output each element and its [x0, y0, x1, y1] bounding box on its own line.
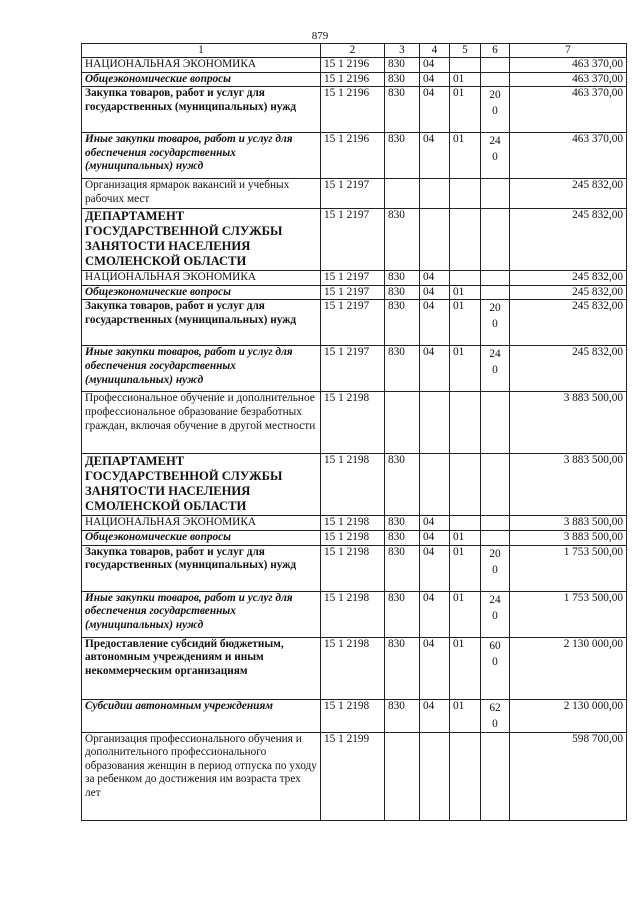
expense-type-code	[481, 271, 510, 286]
subsection-code: 01	[450, 591, 481, 637]
table-row	[82, 591, 627, 637]
target-code: 15 1 2196	[321, 58, 385, 73]
section-code: 04	[420, 58, 450, 73]
amount: 463 370,00	[510, 133, 627, 179]
department-code: 830	[385, 516, 420, 531]
column-number: 3	[385, 44, 420, 58]
amount: 245 832,00	[510, 209, 627, 271]
section-code: 04	[420, 516, 450, 531]
section-code: 04	[420, 87, 450, 133]
row-name: Иные закупки товаров, работ и услуг для обеспечения государственных (муниципальных) нужд	[82, 346, 321, 392]
table-row	[82, 58, 627, 73]
row-name: Иные закупки товаров, работ и услуг для обеспечения государственных (муниципальных) нужд	[82, 591, 321, 637]
department-code	[385, 732, 420, 820]
row-name: ДЕПАРТАМЕНТ ГОСУДАРСТВЕННОЙ СЛУЖБЫ ЗАНЯТОСТИ НАСЕЛЕНИЯ СМОЛЕНСКОЙ ОБЛАСТИ	[82, 454, 321, 516]
page-number: 879	[311, 30, 329, 42]
expense-type-code: 24 0	[481, 591, 510, 637]
target-code: 15 1 2196	[321, 72, 385, 87]
row-name: Субсидии автономным учреждениям	[82, 699, 321, 732]
department-code	[385, 392, 420, 454]
department-code: 830	[385, 346, 420, 392]
section-code: 04	[420, 300, 450, 346]
expense-type-code: 20 0	[481, 87, 510, 133]
department-code: 830	[385, 637, 420, 699]
column-number: 7	[510, 44, 627, 58]
department-code	[385, 179, 420, 209]
column-number: 5	[450, 44, 481, 58]
budget-table	[81, 43, 627, 821]
target-code: 15 1 2197	[321, 209, 385, 271]
row-name: НАЦИОНАЛЬНАЯ ЭКОНОМИКА	[82, 271, 321, 286]
expense-type-code	[481, 179, 510, 209]
subsection-code: 01	[450, 637, 481, 699]
department-code: 830	[385, 545, 420, 591]
amount: 2 130 000,00	[510, 637, 627, 699]
section-code: 04	[420, 545, 450, 591]
expense-type-code	[481, 209, 510, 271]
target-code: 15 1 2198	[321, 545, 385, 591]
table-row	[82, 392, 627, 454]
target-code: 15 1 2196	[321, 133, 385, 179]
table-row	[82, 346, 627, 392]
section-code	[420, 732, 450, 820]
row-name: Иные закупки товаров, работ и услуг для обеспечения государственных (муниципальных) нужд	[82, 133, 321, 179]
column-number-row	[82, 44, 627, 58]
subsection-code: 01	[450, 699, 481, 732]
table-row	[82, 516, 627, 531]
amount: 245 832,00	[510, 300, 627, 346]
target-code: 15 1 2196	[321, 87, 385, 133]
department-code: 830	[385, 87, 420, 133]
row-name: Профессиональное обучение и дополнительное профессиональное образование безработных граждан, включая обучение в другой местности	[82, 392, 321, 454]
department-code: 830	[385, 209, 420, 271]
row-name: НАЦИОНАЛЬНАЯ ЭКОНОМИКА	[82, 58, 321, 73]
section-code: 04	[420, 591, 450, 637]
section-code: 04	[420, 530, 450, 545]
section-code: 04	[420, 699, 450, 732]
department-code: 830	[385, 591, 420, 637]
section-code: 04	[420, 133, 450, 179]
subsection-code: 01	[450, 72, 481, 87]
expense-type-code	[481, 732, 510, 820]
section-code: 04	[420, 271, 450, 286]
expense-type-code	[481, 285, 510, 300]
section-code	[420, 454, 450, 516]
row-name: Закупка товаров, работ и услуг для государственных (муниципальных) нужд	[82, 87, 321, 133]
table-row	[82, 271, 627, 286]
amount: 463 370,00	[510, 72, 627, 87]
expense-type-code	[481, 72, 510, 87]
section-code: 04	[420, 637, 450, 699]
column-number: 4	[420, 44, 450, 58]
section-code: 04	[420, 285, 450, 300]
department-code: 830	[385, 530, 420, 545]
target-code: 15 1 2198	[321, 637, 385, 699]
row-name: Общеэкономические вопросы	[82, 285, 321, 300]
target-code: 15 1 2197	[321, 285, 385, 300]
subsection-code	[450, 732, 481, 820]
target-code: 15 1 2197	[321, 300, 385, 346]
table-row	[82, 87, 627, 133]
table-row	[82, 637, 627, 699]
subsection-code	[450, 454, 481, 516]
target-code: 15 1 2198	[321, 699, 385, 732]
amount: 2 130 000,00	[510, 699, 627, 732]
target-code: 15 1 2198	[321, 392, 385, 454]
subsection-code: 01	[450, 545, 481, 591]
department-code: 830	[385, 699, 420, 732]
subsection-code: 01	[450, 300, 481, 346]
department-code: 830	[385, 58, 420, 73]
subsection-code	[450, 271, 481, 286]
section-code: 04	[420, 346, 450, 392]
target-code: 15 1 2198	[321, 516, 385, 531]
department-code: 830	[385, 72, 420, 87]
table-row	[82, 530, 627, 545]
target-code: 15 1 2197	[321, 271, 385, 286]
amount: 3 883 500,00	[510, 392, 627, 454]
target-code: 15 1 2199	[321, 732, 385, 820]
table-body	[82, 58, 627, 821]
subsection-code: 01	[450, 87, 481, 133]
subsection-code	[450, 516, 481, 531]
target-code: 15 1 2197	[321, 179, 385, 209]
expense-type-code	[481, 58, 510, 73]
table-row	[82, 545, 627, 591]
amount: 3 883 500,00	[510, 454, 627, 516]
target-code: 15 1 2198	[321, 530, 385, 545]
expense-type-code: 20 0	[481, 545, 510, 591]
subsection-code: 01	[450, 133, 481, 179]
row-name: ДЕПАРТАМЕНТ ГОСУДАРСТВЕННОЙ СЛУЖБЫ ЗАНЯТОСТИ НАСЕЛЕНИЯ СМОЛЕНСКОЙ ОБЛАСТИ	[82, 209, 321, 271]
amount: 1 753 500,00	[510, 545, 627, 591]
column-number: 1	[82, 44, 321, 58]
expense-type-code: 24 0	[481, 133, 510, 179]
expense-type-code: 62 0	[481, 699, 510, 732]
row-name: Предоставление субсидий бюджетным, автономным учреждениям и иным некоммерческим организациям	[82, 637, 321, 699]
table-row	[82, 133, 627, 179]
amount: 245 832,00	[510, 179, 627, 209]
amount: 1 753 500,00	[510, 591, 627, 637]
amount: 245 832,00	[510, 285, 627, 300]
expense-type-code	[481, 454, 510, 516]
row-name: Организация профессионального обучения и дополнительного профессионального образования женщин в период отпуска по уходу за ребенком до достижения им возраста трех лет	[82, 732, 321, 820]
expense-type-code	[481, 530, 510, 545]
row-name: НАЦИОНАЛЬНАЯ ЭКОНОМИКА	[82, 516, 321, 531]
subsection-code	[450, 392, 481, 454]
table-row	[82, 454, 627, 516]
amount: 245 832,00	[510, 271, 627, 286]
table-row	[82, 209, 627, 271]
section-code	[420, 209, 450, 271]
row-name: Закупка товаров, работ и услуг для государственных (муниципальных) нужд	[82, 300, 321, 346]
table-row	[82, 285, 627, 300]
table-row	[82, 732, 627, 820]
department-code: 830	[385, 300, 420, 346]
row-name: Общеэкономические вопросы	[82, 530, 321, 545]
row-name: Общеэкономические вопросы	[82, 72, 321, 87]
table-row	[82, 300, 627, 346]
column-number: 2	[321, 44, 385, 58]
amount: 463 370,00	[510, 58, 627, 73]
subsection-code	[450, 179, 481, 209]
target-code: 15 1 2198	[321, 591, 385, 637]
department-code: 830	[385, 133, 420, 179]
table-row	[82, 179, 627, 209]
section-code	[420, 392, 450, 454]
department-code: 830	[385, 285, 420, 300]
table-row	[82, 699, 627, 732]
expense-type-code: 20 0	[481, 300, 510, 346]
section-code	[420, 179, 450, 209]
subsection-code: 01	[450, 530, 481, 545]
amount: 245 832,00	[510, 346, 627, 392]
table-row	[82, 72, 627, 87]
amount: 463 370,00	[510, 87, 627, 133]
amount: 3 883 500,00	[510, 516, 627, 531]
subsection-code	[450, 58, 481, 73]
subsection-code: 01	[450, 346, 481, 392]
column-number: 6	[481, 44, 510, 58]
department-code: 830	[385, 271, 420, 286]
expense-type-code: 24 0	[481, 346, 510, 392]
amount: 3 883 500,00	[510, 530, 627, 545]
target-code: 15 1 2197	[321, 346, 385, 392]
row-name: Закупка товаров, работ и услуг для государственных (муниципальных) нужд	[82, 545, 321, 591]
subsection-code	[450, 209, 481, 271]
expense-type-code: 60 0	[481, 637, 510, 699]
row-name: Организация ярмарок вакансий и учебных рабочих мест	[82, 179, 321, 209]
target-code: 15 1 2198	[321, 454, 385, 516]
department-code: 830	[385, 454, 420, 516]
section-code: 04	[420, 72, 450, 87]
expense-type-code	[481, 516, 510, 531]
amount: 598 700,00	[510, 732, 627, 820]
subsection-code: 01	[450, 285, 481, 300]
expense-type-code	[481, 392, 510, 454]
